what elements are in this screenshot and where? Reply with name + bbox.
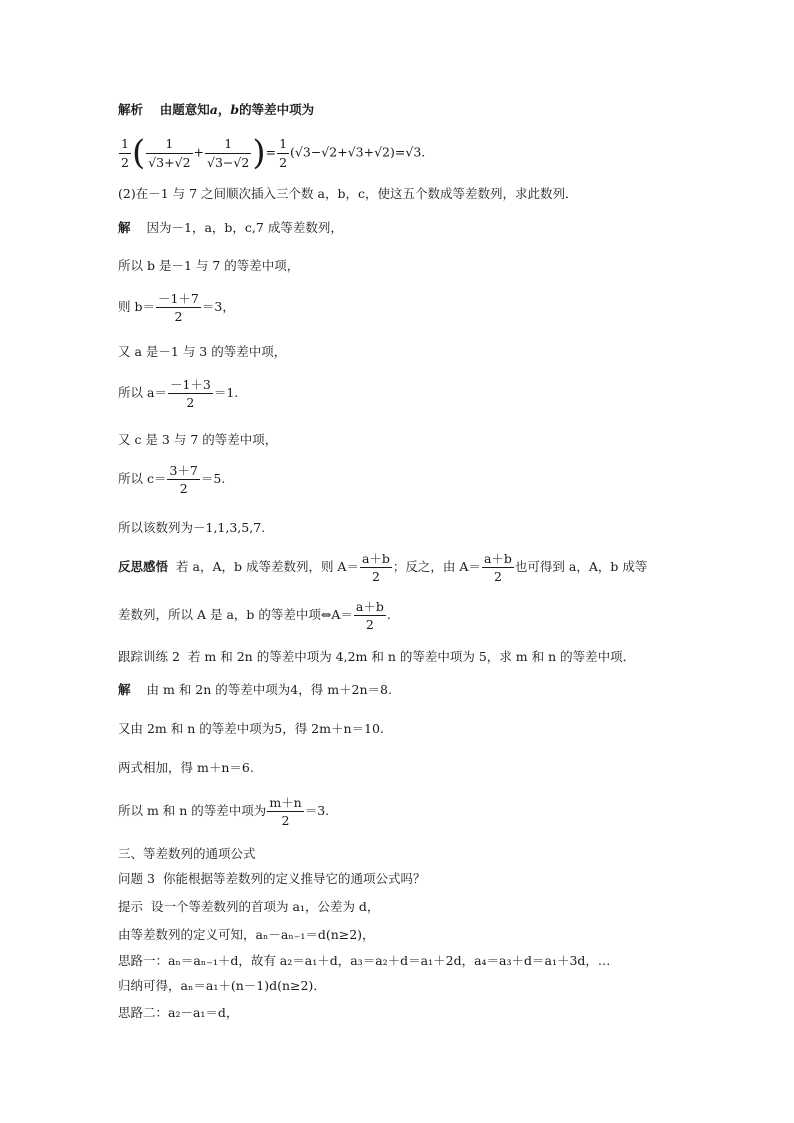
fraction-ab-1: $\frac{a+b}{2}$ bbox=[361, 551, 390, 585]
analysis-tail: 的等差中项为 bbox=[239, 102, 315, 117]
var-a: a bbox=[209, 102, 218, 117]
plus-sign: + bbox=[193, 144, 205, 160]
hint-line: 提示 设一个等差数列的首项为 a₁，公差为 d， bbox=[118, 899, 380, 914]
var-b: b bbox=[230, 102, 240, 117]
right-paren: ) bbox=[252, 133, 266, 173]
reflection-label: 反思感悟 bbox=[118, 559, 169, 575]
derivation-line-2: 思路一：aₙ＝aₙ₋₁＋d，故有 a₂＝a₁＋d，a₃＝a₂＋d＝a₁＋2d，a₄＝a₃＋d＝a₁＋3d，… bbox=[118, 953, 611, 968]
reflection-line-2: 差数列，所以 A 是 a，b 的等差中项⇔A＝ $\frac{a+b}{2}$ . bbox=[118, 599, 391, 633]
derivation-line-1: 由等差数列的定义可知，aₙ－aₙ₋₁＝d(n≥2)， bbox=[118, 927, 375, 942]
solution-line-3: 则 b＝ $\frac{-1+7}{2}$ ＝3， bbox=[118, 291, 235, 325]
fraction-ab-2: $\frac{a+b}{2}$ bbox=[483, 551, 512, 585]
formula-result: (√3−√2+√3+√2)=√3. bbox=[290, 144, 426, 160]
half-fraction-2: $\frac{1}{2}$ bbox=[279, 136, 288, 170]
solution-text-1: 因为－1，a，b，c,7 成等差数列， bbox=[146, 220, 343, 235]
practice-solution-label: 解 bbox=[118, 682, 131, 697]
solution-line-7: 所以 c＝ $\frac{3+7}{2}$ ＝5. bbox=[118, 463, 226, 497]
comma: ， bbox=[217, 102, 231, 117]
solution-line-8: 所以该数列为－1,1,3,5,7. bbox=[118, 520, 266, 535]
fraction-mn: $\frac{m+n}{2}$ bbox=[269, 795, 302, 829]
fraction-b: $\frac{-1+7}{2}$ bbox=[157, 291, 199, 325]
solution-line-4: 又 a 是－1 与 3 的等差中项， bbox=[118, 344, 287, 359]
fraction-2: $\frac{1}{√3-√2}$ bbox=[207, 136, 250, 170]
practice-line-4: 所以 m 和 n 的等差中项为 $\frac{m+n}{2}$ ＝3. bbox=[118, 795, 330, 829]
question-3: 问题 3 你能根据等差数列的定义推导它的通项公式吗？ bbox=[118, 871, 426, 886]
question-3-label: 问题 3 bbox=[118, 871, 155, 886]
fraction-1: $\frac{1}{√3+√2}$ bbox=[148, 136, 191, 170]
left-paren: ( bbox=[131, 133, 146, 173]
question-2: (2)在－1 与 7 之间顺次插入三个数 a，b，c，使这五个数成等差数列，求此数列． bbox=[118, 186, 578, 201]
solution-line-2: 所以 b 是－1 与 7 的等差中项， bbox=[118, 258, 300, 273]
equals-sign: = bbox=[265, 144, 277, 160]
fraction-ab-3: $\frac{a+b}{2}$ bbox=[355, 599, 384, 633]
practice-label: 跟踪训练 2 bbox=[118, 649, 180, 664]
analysis-lead: 由题意知 bbox=[159, 102, 210, 117]
solution-line-1 bbox=[118, 222, 343, 235]
practice-line-3: 两式相加，得 m＋n＝6. bbox=[118, 760, 254, 775]
reflection-line-1: 反思感悟 若 a，A，b 成等差数列，则 A＝ $\frac{a+b}{2}$ ；反之，由 A＝ $\frac{a+b}{2}$ 也可得到 a，A，b 成等 bbox=[118, 551, 648, 585]
analysis-formula bbox=[118, 133, 426, 173]
hint-label: 提示 bbox=[118, 899, 144, 914]
analysis-label: 解析 bbox=[118, 102, 144, 117]
solution-label: 解 bbox=[118, 220, 131, 235]
derivation-line-4: 思路二：a₂－a₁＝d， bbox=[118, 1005, 239, 1020]
fraction-c: $\frac{3+7}{2}$ bbox=[169, 463, 198, 497]
section-3-heading: 三、等差数列的通项公式 bbox=[118, 846, 256, 861]
practice-question: 跟踪训练 2 若 m 和 2n 的等差中项为 4,2m 和 n 的等差中项为 5，求 m 和 n 的等差中项． bbox=[118, 649, 636, 664]
solution-line-6: 又 c 是 3 与 7 的等差中项， bbox=[118, 432, 278, 447]
fraction-a: $\frac{-1+3}{2}$ bbox=[169, 377, 211, 411]
solution-line-5: 所以 a＝ $\frac{-1+3}{2}$ ＝1. bbox=[118, 377, 239, 411]
practice-line-1: 解 由 m 和 2n 的等差中项为4，得 m＋2n＝8. bbox=[118, 682, 392, 697]
analysis-line bbox=[118, 104, 314, 117]
derivation-line-3: 归纳可得，aₙ＝a₁＋(n－1)d(n≥2)． bbox=[118, 978, 326, 993]
half-fraction: $\frac{1}{2}$ bbox=[121, 136, 129, 170]
practice-line-2: 又由 2m 和 n 的等差中项为5，得 2m＋n＝10. bbox=[118, 721, 384, 736]
